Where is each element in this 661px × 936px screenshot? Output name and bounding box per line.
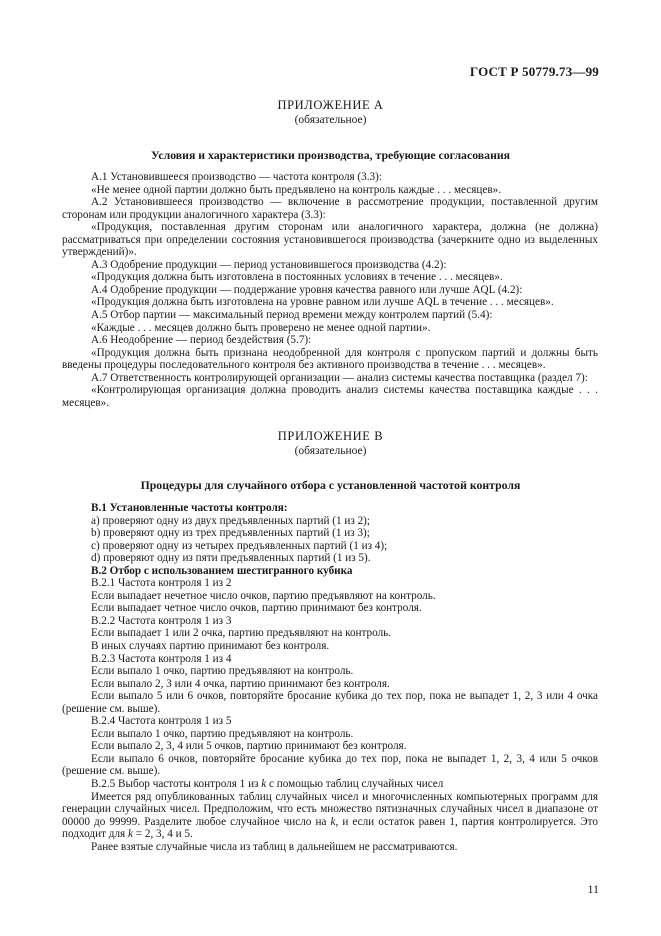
paragraph: А.3 Одобрение продукции — период установившегося производства (4.2): xyxy=(91,258,447,271)
b25-text-c: = 2, 3, 4 и 5. xyxy=(132,828,193,841)
paragraph: А.1 Установившееся производство — частота контроля (3.3): xyxy=(91,171,382,183)
paragraph: Если выпало 1 очко, партию предъявляют на контроль. xyxy=(91,727,354,740)
appendix-b-title: ПРИЛОЖЕНИЕ В xyxy=(277,429,384,443)
b25-title-pre: В.2.5 Выбор частоты контроля 1 из xyxy=(91,778,262,791)
appendix-a-heading: Условия и характеристики производства, требующие согласования xyxy=(150,148,511,162)
appendix-a-title: ПРИЛОЖЕНИЕ А xyxy=(277,98,384,112)
page-number: 11 xyxy=(587,882,599,896)
subsection-b22-title: В.2.2 Частота контроля 1 из 3 xyxy=(91,614,232,627)
appendix-b-subtitle: (обязательное) xyxy=(294,445,367,457)
appendix-b-body xyxy=(62,502,598,853)
b25-text-a: Имеется ряд опубликованных таблиц случайных чисел и многочисленных компьютерных программ для генерации случайных чисел. Предположим, что есть множество пятизначных случайных чисел в диапазоне от 00000 до 99999. Разделите любое случайное число на xyxy=(62,790,598,828)
variable-k: k xyxy=(261,778,267,791)
subsection-b21-title: В.2.1 Частота контроля 1 из 2 xyxy=(91,577,232,590)
paragraph: «Каждые . . . месяцев должно быть проверено не менее одной партии». xyxy=(91,321,431,334)
paragraph: «Продукция должна быть изготовлена на уровне равном или лучше AQL в течение . . . месяцев». xyxy=(91,296,554,309)
paragraph: Если выпадает 1 или 2 очка, партию предъявляют на контроль. xyxy=(91,627,392,640)
appendix-a-body xyxy=(62,171,598,409)
paragraph: «Продукция, поставленная другим сторонам или аналогичного характера, должна (не должна) рассматриваться при определении состояния установившегося производства (зачеркните одно из выделенных утверждений)». xyxy=(62,221,598,259)
appendix-b-heading: Процедуры для случайного отбора с установленной частотой контроля xyxy=(140,478,521,492)
paragraph: Если выпадает четное число очков, партию принимают без контроля. xyxy=(91,602,422,615)
paragraph: А.6 Неодобрение — период бездействия (5.7): xyxy=(91,334,312,347)
list-item: a) проверяют одну из двух предъявленных партий (1 из 2); xyxy=(91,514,370,527)
list-item: c) проверяют одну из четырех предъявленных партий (1 из 4); xyxy=(91,539,388,552)
variable-k: k xyxy=(330,815,336,828)
list-item: b) проверяют одну из трех предъявленных партий (1 из 3); xyxy=(91,527,370,540)
paragraph: Если выпадает нечетное число очков, партию предъявляют на контроль. xyxy=(91,589,436,602)
paragraph: «Продукция должна быть признана неодобренной для контроля с пропуском партий и должны быть введены процедуры последовательного контроля без активного производства в течение . . . месяцев». xyxy=(62,346,598,372)
paragraph: «Не менее одной партии должно быть предъявлено на контроль каждые . . . месяцев». xyxy=(91,183,502,196)
appendix-b-title-block xyxy=(0,429,661,457)
paragraph: «Продукция должна быть изготовлена в постоянных условиях в течение . . . месяцев». xyxy=(91,271,503,284)
list-item: d) проверяют одну из пяти предъявленных партий (1 из 5). xyxy=(91,552,371,565)
b25-title-post: с помощью таблиц случайных чисел xyxy=(266,778,444,791)
subsection-b23-title: В.2.3 Частота контроля 1 из 4 xyxy=(91,652,232,665)
paragraph: А.4 Одобрение продукции — поддержание уровня качества равного или лучше AQL (4.2): xyxy=(91,283,523,296)
paragraph: А.7 Ответственность контролирующей организации — анализ системы качества поставщика (раздел 7): xyxy=(91,371,588,384)
paragraph xyxy=(62,791,598,841)
paragraph: А.5 Отбор партии — максимальный период времени между контролем партий (5.4): xyxy=(91,309,493,322)
appendix-a-subtitle: (обязательное) xyxy=(294,114,367,126)
paragraph: Ранее взятые случайные числа из таблиц в дальнейшем не рассматриваются. xyxy=(91,840,458,853)
subsection-b25-title xyxy=(62,778,598,791)
paragraph: В иных случаях партию принимают без контроля. xyxy=(91,640,330,653)
subsection-b24-title: В.2.4 Частота контроля 1 из 5 xyxy=(91,715,232,728)
b25-text-b: , и если остаток равен 1, партия контролируется. Это подходит для xyxy=(62,815,598,841)
paragraph: «Контролирующая организация должна проводить анализ системы качества поставщика каждые . . . месяцев». xyxy=(62,384,598,409)
paragraph: Если выпало 6 очков, повторяйте бросание кубика до тех пор, пока не выпадет 1, 2, 3, 4 или 5 очков (решение см. выше). xyxy=(62,752,598,778)
paragraph: Если выпало 1 очко, партию предъявляют на контроль. xyxy=(91,665,354,678)
paragraph: Если выпало 5 или 6 очков, повторяйте бросание кубика до тех пор, пока не выпадет 1, 2, 3 или 4 очка (решение см. выше). xyxy=(62,690,598,715)
document-header: ГОСТ Р 50779.73—99 xyxy=(469,64,599,79)
section-b1-title: В.1 Установленные частоты контроля: xyxy=(91,502,288,514)
variable-k: k xyxy=(127,828,133,841)
paragraph: Если выпало 2, 3 или 4 очка, партию принимают без контроля. xyxy=(91,677,390,690)
paragraph: Если выпало 2, 3, 4 или 5 очков, партию принимают без контроля. xyxy=(91,740,407,753)
paragraph: А.2 Установившееся производство — включение в рассмотрение продукции, поставленной другим сторонам или продукции аналогичного характера (3.3): xyxy=(62,196,598,221)
section-b2-title: В.2 Отбор с использованием шестигранного кубика xyxy=(91,564,353,577)
appendix-a-title-block xyxy=(0,98,661,126)
